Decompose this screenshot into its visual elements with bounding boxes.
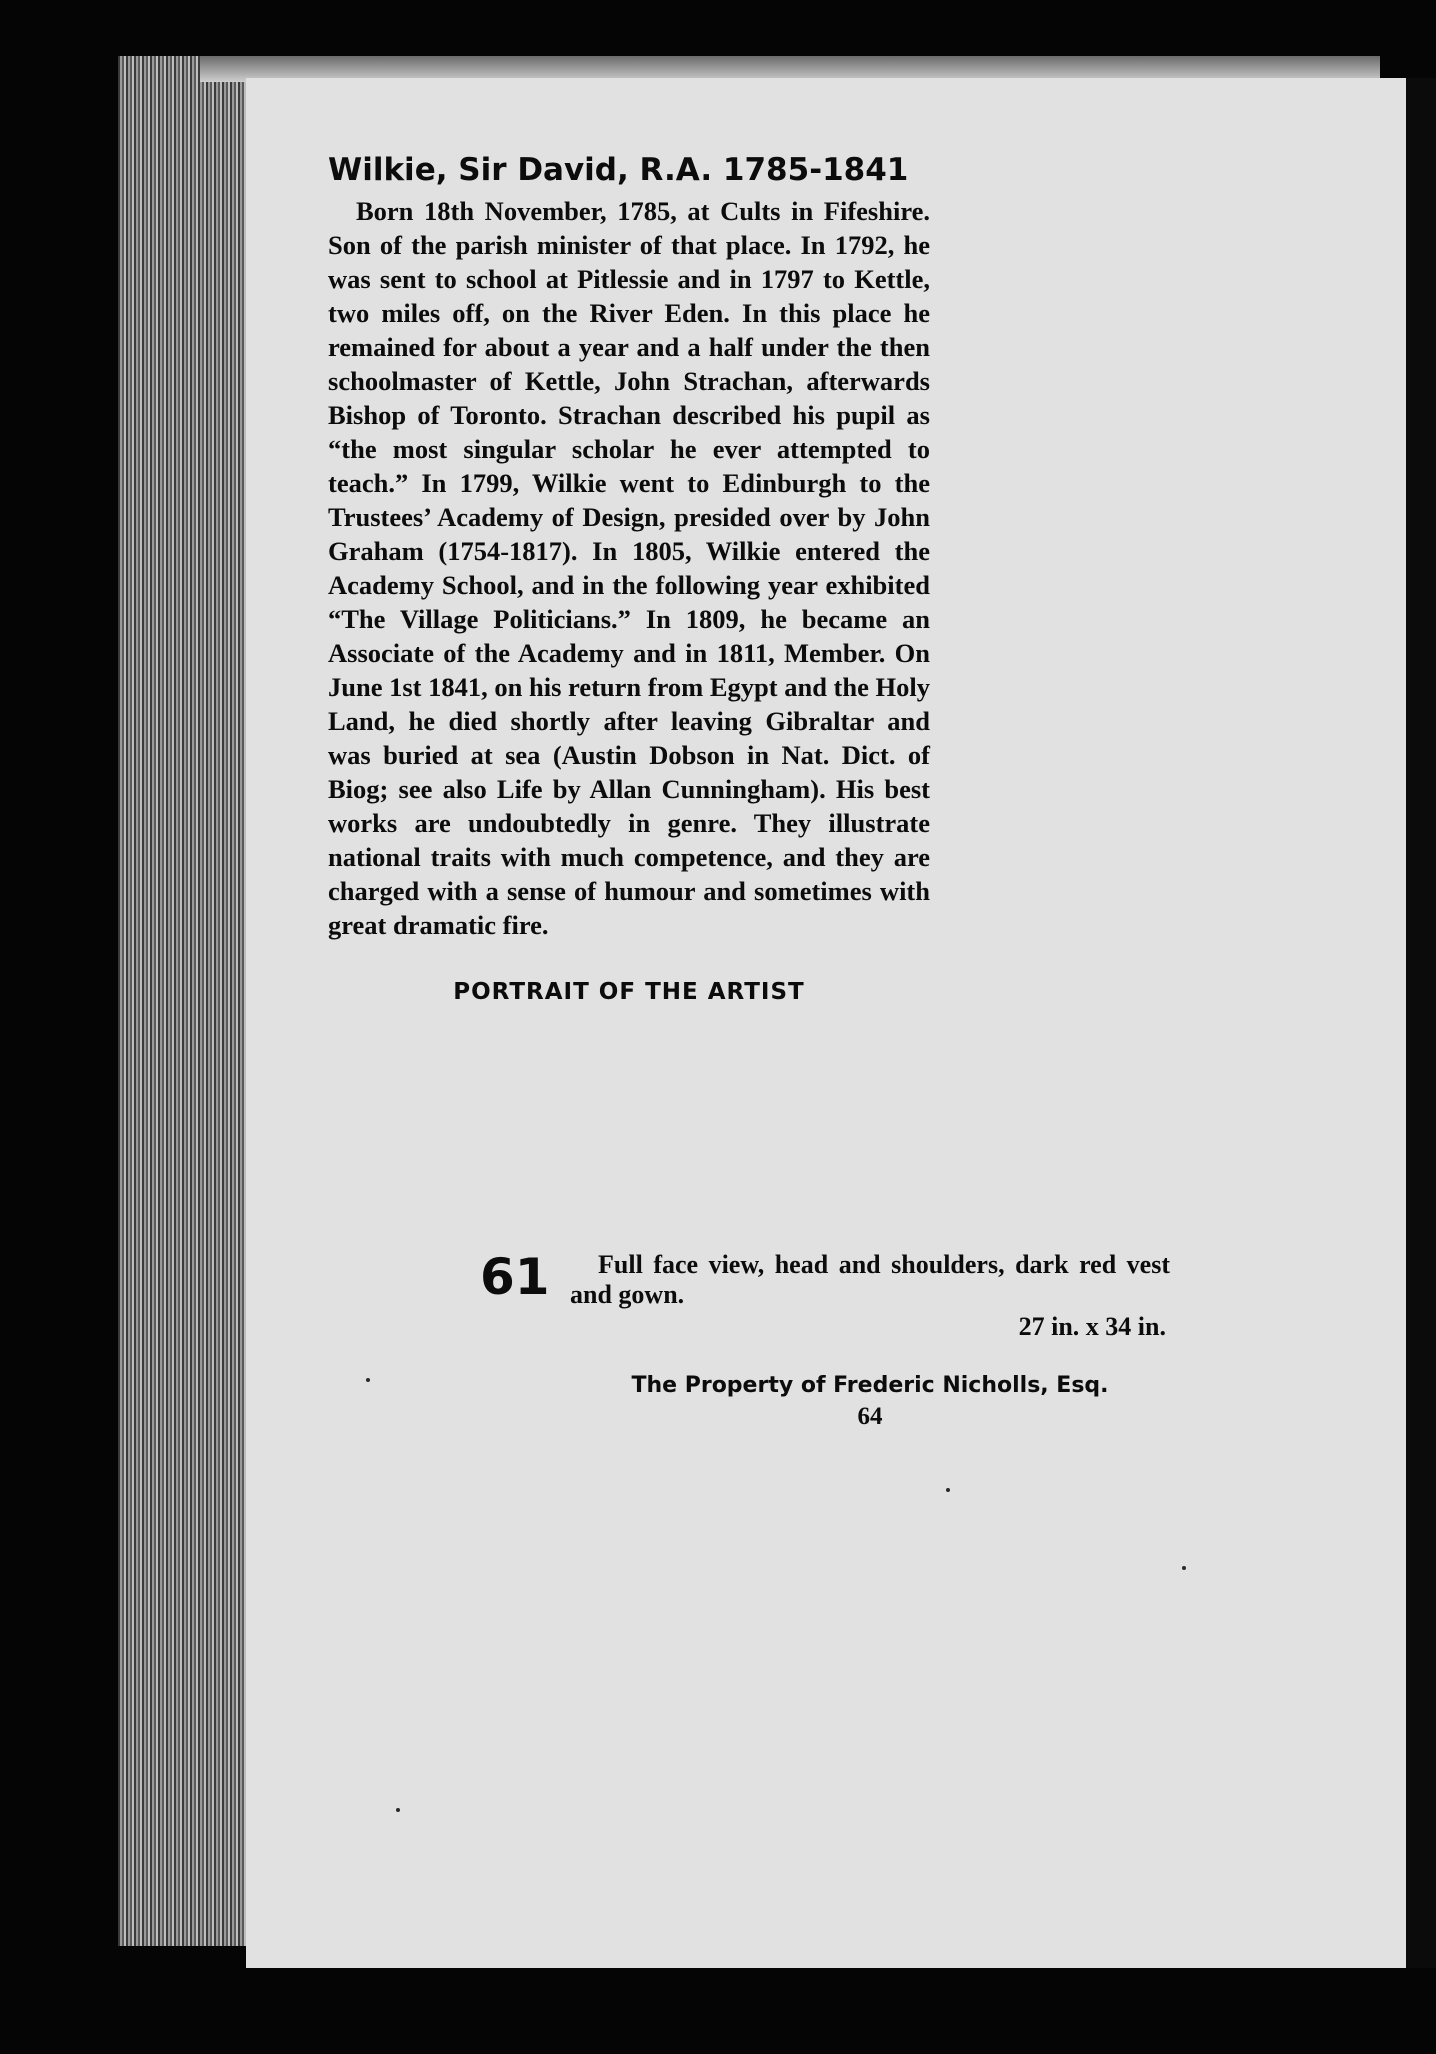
page-number: 64 <box>857 1403 883 1430</box>
lot-title: PORTRAIT OF THE ARTIST <box>453 979 805 1005</box>
page-stack-edges <box>118 56 248 1946</box>
speck <box>366 1378 370 1382</box>
lot-dimensions: 27 in. x 34 in. <box>1018 1312 1166 1341</box>
speck <box>396 1808 400 1812</box>
speck <box>1182 1566 1186 1570</box>
lot-provenance: The Property of Frederic Nicholls, Esq. <box>631 1373 1109 1398</box>
scan-border-right <box>1406 78 1436 1968</box>
artist-heading: Wilkie, Sir David, R.A. 1785-1841 <box>328 152 909 188</box>
speck <box>946 1488 950 1492</box>
lot-number: 61 <box>480 1248 550 1306</box>
artist-biography: Born 18th November, 1785, at Cults in Fifeshire. Son of the parish minister of that place. In 1792, he was sent to school at Pitlessie and in 1797 to Kettle, two miles off, on the River Eden. In this place he remained for about a year and a half under the then schoolmaster of Kettle, John Strachan, afterwards Bishop of Toronto. Strachan described his pupil as “the most singular scholar he ever attempted to teach.” In 1799, Wilkie went to Edinburgh to the Trustees’ Academy of Design, presided over by John Graham (1754-1817). In 1805, Wilkie entered the Academy School, and in the following year exhibited “The Village Politicians.” In 1809, he became an Associate of the Academy and in 1811, Member. On June 1st 1841, on his return from Egypt and the Holy Land, he died shortly after leaving Gibraltar and was buried at sea (Austin Dobson in Nat. Dict. of Biog; see also Life by Allan Cunningham). His best works are undoubtedly in genre. They illustrate national traits with much competence, and they are charged with a sense of humour and sometimes with great dramatic fire. <box>328 196 930 940</box>
lot-description: Full face view, head and shoulders, dark red vest and gown. <box>570 1250 1170 1309</box>
artist-entry <box>328 152 930 1014</box>
